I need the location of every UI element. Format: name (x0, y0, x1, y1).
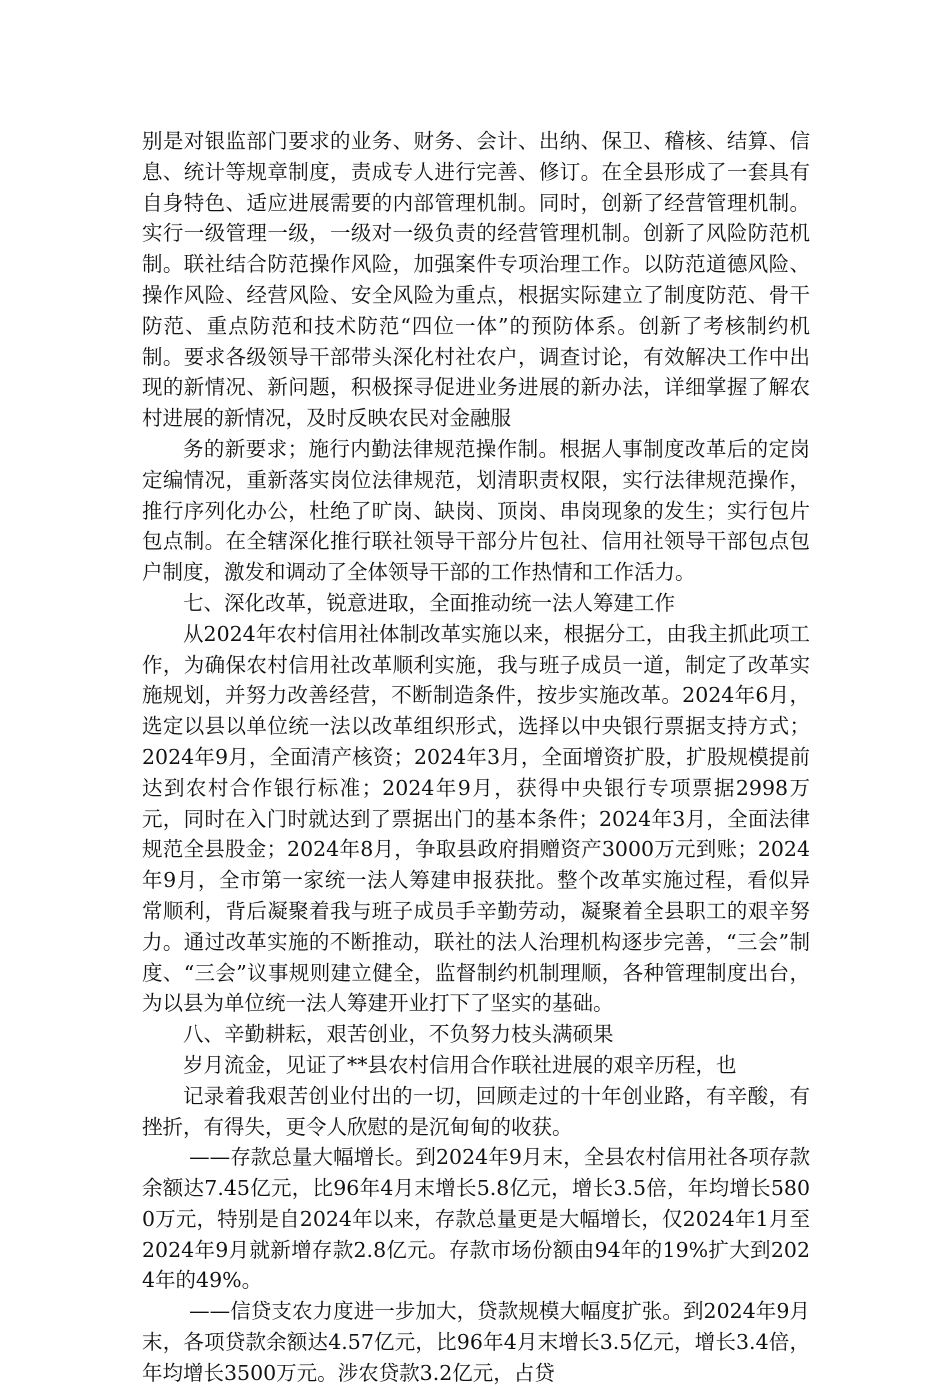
section-heading: 七、深化改革，锐意进取，全面推动统一法人筹建工作 (183, 590, 675, 615)
body-paragraph: 务的新要求；施行内勤法律规范操作制。根据人事制度改革后的定岗定编情况，重新落实岗位法律规范，划清职责权限，实行法律规范操作，推行序列化办公，杜绝了旷岗、缺岗、顶岗、串岗现象的发生；实行包片包点制。在全辖深化推行联社领导干部分片包社、信用社领导干部包点包户制度，激发和调动了全体领导干部的工作热情和工作活力。 (142, 436, 810, 585)
body-paragraph: ——存款总量大幅增长。到2024年9月末，全县农村信用社各项存款余额达7.45亿元，比96年4月末增长5.8亿元，增长3.5倍，年均增长5800万元，特别是自2024年以来，存款总量更是大幅增长，仅2024年1月至2024年9月就新增存款2.8亿元。存款市场份额由94年的19%扩大到2024年的49%。 (142, 1145, 810, 1293)
body-paragraph: 别是对银监部门要求的业务、财务、会计、出纳、保卫、稽核、结算、信息、统计等规章制度，责成专人进行完善、修订。在全县形成了一套具有自身特色、适应进展需要的内部管理机制。同时，创新了经营管理机制。实行一级管理一级，一级对一级负责的经营管理机制。创新了风险防范机制。联社结合防范操作风险，加强案件专项治理工作。以防范道德风险、操作风险、经营风险、安全风险为重点，根据实际建立了制度防范、骨干防范、重点防范和技术防范“四位一体”的预防体系。创新了考核制约机制。要求各级领导干部带头深化村社农户，调查讨论，有效解决工作中出现的新情况、新问题，积极探寻促进业务进展的新办法，详细掌握了解农村进展的新情况，及时反映农民对金融服 (142, 129, 810, 431)
body-paragraph: 从2024年农村信用社体制改革实施以来，根据分工，由我主抓此项工作，为确保农村信用社改革顺利实施，我与班子成员一道，制定了改革实施规划，并努力改善经营，不断制造条件，按步实施改革。2024年6月，选定以县以单位统一法以改革组织形式，选择以中央银行票据支持方式；2024年9月，全面清产核资；2024年3月，全面增资扩股，扩股规模提前达到农村合作银行标准；2024年9月，获得中央银行专项票据2998万元，同时在入门时就达到了票据出门的基本条件；2024年3月，全面法律规范全县股金；2024年8月，争取县政府捐赠资产3000万元到账；2024年9月，全市第一家统一法人筹建申报获批。整个改革实施过程，看似异常顺利，背后凝聚着我与班子成员手辛勤劳动，凝聚着全县职工的艰辛努力。通过改革实施的不断推动，联社的法人治理机构逐步完善，“三会”制度、“三会”议事规则建立健全，监督制约机制理顺，各种管理制度出台，为以县为单位统一法人筹建开业打下了坚实的基础。 (142, 621, 810, 1016)
body-paragraph: 记录着我艰苦创业付出的一切，回顾走过的十年创业路，有辛酸，有挫折，有得失，更令人欣慰的是沉甸甸的收获。 (142, 1083, 810, 1139)
document-page (142, 126, 810, 1389)
body-paragraph: ——信贷支农力度进一步加大，贷款规模大幅度扩张。到2024年9月末，各项贷款余额达4.57亿元，比96年4月末增长3.5亿元，增长3.4倍，年均增长3500万元。涉农贷款3.2亿元，占贷 (142, 1299, 810, 1385)
body-paragraph: 岁月流金，见证了**县农村信用合作联社进展的艰辛历程，也 (183, 1052, 737, 1077)
section-heading: 八、辛勤耕耘，艰苦创业，不负努力枝头满硕果 (183, 1022, 614, 1047)
